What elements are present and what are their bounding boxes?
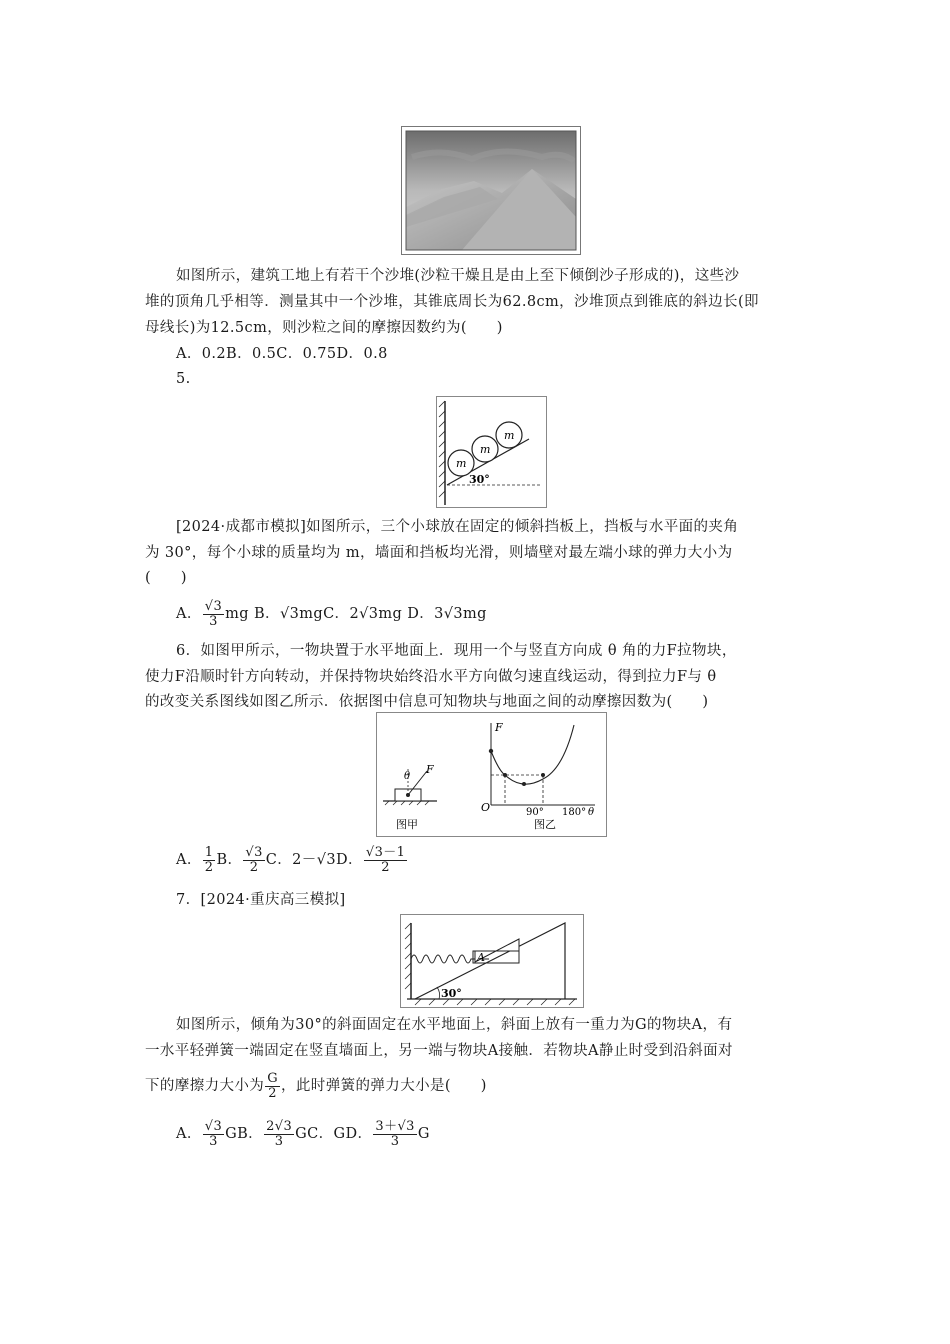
q5-line2: 为 30°，每个小球的质量均为 m，墙面和挡板均光滑，则墙壁对最左端小球的弹力大小为 xyxy=(145,545,733,561)
q7-option-a-fraction xyxy=(203,1120,224,1149)
q6-line2: 使力F沿顺时针方向转动，并保持物块始终沿水平方向做匀速直线运动，得到拉力F与 θ xyxy=(145,669,717,685)
q7-options xyxy=(176,1116,430,1152)
q7-option-c-label: GC．GD． xyxy=(295,1126,373,1142)
q7-b-den: 3 xyxy=(274,1133,284,1149)
q7-line3 xyxy=(145,1068,487,1104)
q7-line3-b: ，此时弹簧的弹力大小是( ) xyxy=(281,1078,487,1094)
balls-on-incline-figure xyxy=(436,396,547,508)
theta-label: θ xyxy=(404,771,411,782)
q7-angle-label: 30° xyxy=(441,987,462,1000)
q7-option-d-tail: G xyxy=(417,1126,430,1142)
q7-d-num: 3＋√3 xyxy=(375,1118,415,1134)
tick-90: 90° xyxy=(526,807,544,818)
q6-d-num: √3－1 xyxy=(365,844,406,860)
q4-options: A．0.2B．0.5C．0.75D．0.8 xyxy=(176,346,388,362)
q7-line3-a: 下的摩擦力大小为 xyxy=(145,1078,265,1094)
q7-g-over-2 xyxy=(265,1072,280,1101)
q7-line1: 如图所示，倾角为30°的斜面固定在水平地面上，斜面上放有一重力为G的物块A，有 xyxy=(176,1017,733,1033)
q7-header: 7．[2024·重庆高三模拟] xyxy=(176,892,346,908)
q5-option-a-label: A． xyxy=(176,606,202,622)
q7-option-d-fraction xyxy=(373,1120,416,1149)
q7-a-den: 3 xyxy=(209,1133,218,1149)
q6-d-den: 2 xyxy=(381,859,390,875)
axis-y-label: F xyxy=(495,721,503,734)
q6-option-b-fraction xyxy=(243,846,264,875)
angle-label: 30° xyxy=(469,473,490,486)
q6-line3: 的改变关系图线如图乙所示．依据图中信息可知物块与地面之间的动摩擦因数为( ) xyxy=(145,694,709,710)
q6-a-num: 1 xyxy=(204,844,214,860)
q7-b-num: 2√3 xyxy=(266,1118,293,1134)
q5-options xyxy=(176,597,487,631)
sand-pile-image xyxy=(402,127,580,254)
q6-option-a-label: A． xyxy=(176,852,202,868)
q5-option-bcd: √3mgC．2√3mg D．3√3mg xyxy=(279,606,487,622)
block-a-label: A xyxy=(477,951,485,964)
axis-x-label: θ xyxy=(588,807,595,818)
q5-a-den: 3 xyxy=(209,613,218,629)
q6-option-d-fraction xyxy=(364,846,407,875)
q6-a-den: 2 xyxy=(204,859,214,875)
sand-pile-photo xyxy=(401,126,581,255)
q7-line2: 一水平轻弹簧一端固定在竖直墙面上，另一端与物块A接触．若物块A静止时受到沿斜面对 xyxy=(145,1043,733,1059)
tick-180: 180° xyxy=(562,807,587,818)
q4-line1: 如图所示，建筑工地上有若干个沙堆(沙粒干燥且是由上至下倾倒沙子形成的)，这些沙 xyxy=(176,268,740,284)
q7-frac-num: G xyxy=(267,1070,278,1086)
ball-label-1: m xyxy=(456,457,467,470)
q6-options xyxy=(176,843,408,877)
q7-a-num: √3 xyxy=(204,1118,223,1134)
q5-a-num: √3 xyxy=(204,598,223,614)
q5-line1: [2024·成都市模拟]如图所示，三个小球放在固定的倾斜挡板上，挡板与水平面的夹角 xyxy=(176,519,739,535)
q6-option-a-fraction xyxy=(203,846,216,875)
q6-option-c-label: C．2－√3D． xyxy=(265,852,363,868)
q6-line1: 6．如图甲所示，一物块置于水平地面上．现用一个与竖直方向成 θ 角的力F拉物块， xyxy=(176,643,737,659)
q6-b-den: 2 xyxy=(249,859,259,875)
q5-line3: ( ) xyxy=(145,570,187,586)
ball-label-2: m xyxy=(480,443,491,456)
q4-line3: 母线长)为12.5cm，则沙粒之间的摩擦因数约为( ) xyxy=(145,320,503,336)
q7-d-den: 3 xyxy=(390,1133,400,1149)
q6-b-num: √3 xyxy=(245,844,263,860)
q4-line2: 堆的顶角几乎相等．测量其中一个沙堆，其锥底周长为62.8cm，沙堆顶点到锥底的斜边长(即 xyxy=(145,294,759,310)
q7-option-b-label: GB． xyxy=(225,1126,264,1142)
q7-option-b-fraction xyxy=(264,1120,294,1149)
q7-option-a-label: A． xyxy=(176,1126,202,1142)
spring-incline-figure xyxy=(400,914,584,1008)
force-label-left: F xyxy=(426,763,434,776)
caption-right: 图乙 xyxy=(534,818,556,831)
q6-option-b-label: B． xyxy=(216,852,243,868)
q5-number: 5. xyxy=(176,371,191,387)
q5-option-b-label: B． xyxy=(254,606,280,622)
caption-left: 图甲 xyxy=(396,818,418,831)
force-angle-figure xyxy=(376,712,607,837)
q5-option-a-tail: mg xyxy=(225,606,249,622)
origin-label: O xyxy=(481,801,491,814)
ball-label-3: m xyxy=(504,429,515,442)
q5-option-a-fraction xyxy=(203,600,224,629)
q7-frac-den: 2 xyxy=(268,1085,277,1101)
